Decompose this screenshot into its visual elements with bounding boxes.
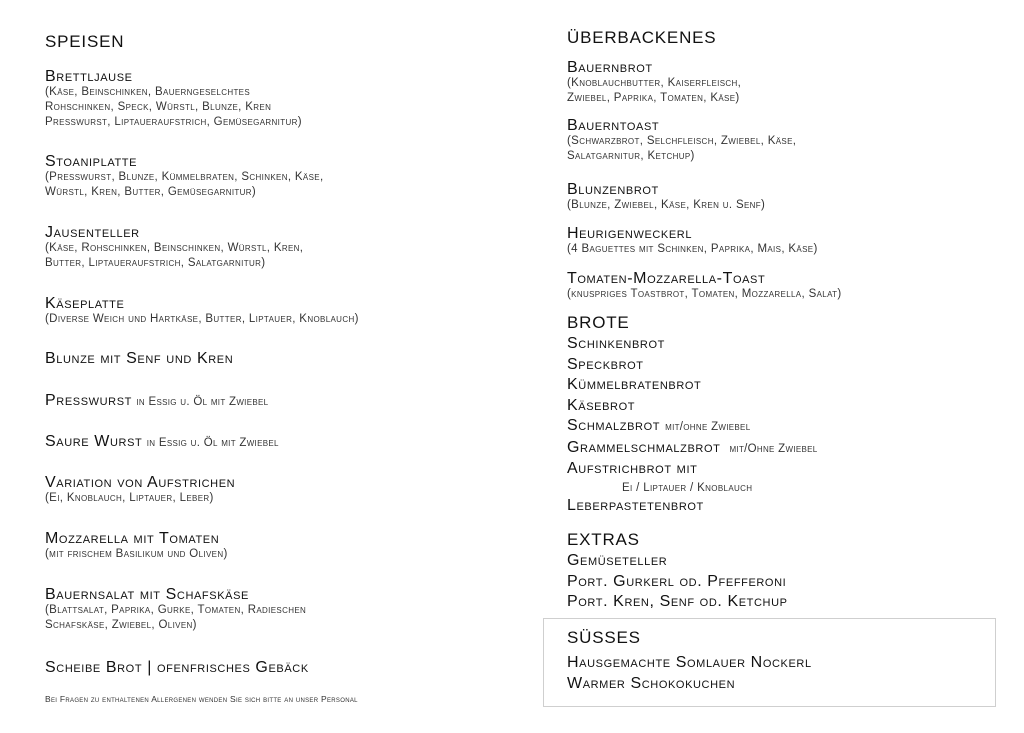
menu-item-stoaniplatte xyxy=(45,153,324,200)
allergen-footnote: Bei Fragen zu enthaltenen Allergenen wenden Sie sich bitte an unser Personal xyxy=(45,694,358,704)
list-item: Warmer Schokokuchen xyxy=(567,674,736,692)
item-title: Bauerntoast xyxy=(567,117,660,134)
item-desc: (4 Baguettes mit Schinken, Paprika, Mais, Käse) xyxy=(567,243,818,255)
section-title-extras: EXTRAS xyxy=(567,530,640,549)
list-item: Aufstrichbrot mit xyxy=(567,460,698,477)
item-desc: (Presswurst, Blunze, Kümmelbraten, Schinken, Käse, xyxy=(45,171,324,183)
list-item: Speckbrot xyxy=(567,355,644,373)
item-desc: Rohschinken, Speck, Würstl, Blunze, Kren xyxy=(45,101,272,113)
menu-item-mozzarella xyxy=(45,530,228,562)
item-desc: (Knoblauchbutter, Kaiserfleisch, xyxy=(567,77,742,89)
item-desc: (Käse, Rohschinken, Beinschinken, Würstl, Kren, xyxy=(45,242,304,254)
item-desc: (Blunze, Zwiebel, Käse, Kren u. Senf) xyxy=(567,199,766,211)
item-desc: Butter, Liptaueraufstrich, Salatgarnitur) xyxy=(45,257,266,269)
item-title: Presswurst xyxy=(45,392,132,409)
menu-item-blunzenbrot xyxy=(567,181,765,213)
list-item: Hausgemachte Somlauer Nockerl xyxy=(567,654,812,671)
list-item: Schinkenbrot xyxy=(567,335,665,352)
item-title: Stoaniplatte xyxy=(45,153,138,170)
item-desc: (Diverse Weich und Hartkäse, Butter, Liptauer, Knoblauch) xyxy=(45,313,359,325)
menu-item-heurigenweckerl xyxy=(567,225,818,257)
menu-item-scheibe-brot: Scheibe Brot | ofenfrisches Gebäck xyxy=(45,659,309,676)
list-item: Gemüseteller xyxy=(567,552,668,569)
item-desc: (knuspriges Toastbrot, Tomaten, Mozzarella, Salat) xyxy=(567,288,842,300)
item-title: Jausenteller xyxy=(45,224,140,241)
menu-item-presswurst xyxy=(45,392,268,410)
menu-item-jausenteller xyxy=(45,224,303,271)
section-title-suesses: SÜSSES xyxy=(567,628,641,647)
item-desc: Schafskäse, Zwiebel, Oliven) xyxy=(45,619,197,631)
item-title: Variation von Aufstrichen xyxy=(45,474,236,491)
item-title: Brettljause xyxy=(45,68,133,85)
item-title: Saure Wurst xyxy=(45,433,143,450)
item-title: Heurigenweckerl xyxy=(567,225,693,242)
item-note: in Essig u. Öl mit Zwiebel xyxy=(146,437,279,449)
menu-item-brettljause xyxy=(45,68,302,130)
item-title: Bauernbrot xyxy=(567,59,653,76)
item-note: mit/ohne Zwiebel xyxy=(665,421,751,433)
item-desc: Salatgarnitur, Ketchup) xyxy=(567,150,695,162)
item-title: Blunzenbrot xyxy=(567,181,659,198)
item-title: Bauernsalat mit Schafskäse xyxy=(45,586,249,603)
section-title-speisen: SPEISEN xyxy=(45,32,125,51)
item-note: in Essig u. Öl mit Zwiebel xyxy=(136,396,269,408)
item-desc: (Käse, Beinschinken, Bauerngeselchtes xyxy=(45,86,251,98)
list-item: Port. Kren, Senf od. Ketchup xyxy=(567,593,788,610)
list-item: Leberpastetenbrot xyxy=(567,496,704,514)
section-title-brote: BROTE xyxy=(567,313,630,332)
extras-list xyxy=(567,551,788,613)
section-title-ueberbackenes: ÜBERBACKENES xyxy=(567,28,717,47)
list-item: Port. Gurkerl od. Pfefferoni xyxy=(567,572,787,590)
menu-item-bauernsalat xyxy=(45,586,306,633)
list-item xyxy=(567,416,818,438)
suesses-list xyxy=(567,653,812,694)
item-title: Schmalzbrot xyxy=(567,417,661,434)
menu-item-aufstriche xyxy=(45,474,235,506)
list-item: Käsebrot xyxy=(567,396,636,414)
menu-item-bauernbrot xyxy=(567,59,741,106)
item-title: Mozzarella mit Tomaten xyxy=(45,530,220,547)
menu-item-kaeseplatte xyxy=(45,295,359,327)
menu-item-bauerntoast xyxy=(567,117,796,164)
item-sub-options: Ei / Liptauer / Knoblauch xyxy=(622,481,753,494)
menu-item-tomaten-mozzarella-toast xyxy=(567,270,842,302)
item-desc: (Schwarzbrot, Selchfleisch, Zwiebel, Käse, xyxy=(567,135,797,147)
brote-list xyxy=(567,334,818,516)
item-title: Käseplatte xyxy=(45,295,125,312)
menu-item-saure-wurst xyxy=(45,433,279,451)
item-desc: Presswurst, Liptaueraufstrich, Gemüsegarnitur) xyxy=(45,116,302,128)
item-desc: Würstl, Kren, Butter, Gemüsegarnitur) xyxy=(45,186,257,198)
item-desc: (mit frischem Basilikum und Oliven) xyxy=(45,548,228,560)
list-item: Kümmelbratenbrot xyxy=(567,376,702,393)
item-desc: (Blattsalat, Paprika, Gurke, Tomaten, Radieschen xyxy=(45,604,307,616)
item-desc: Zwiebel, Paprika, Tomaten, Käse) xyxy=(567,92,740,104)
menu-item-blunze: Blunze mit Senf und Kren xyxy=(45,350,234,367)
item-note: mit/Ohne Zwiebel xyxy=(729,442,818,455)
item-desc: (Ei, Knoblauch, Liptauer, Leber) xyxy=(45,492,214,504)
list-item xyxy=(567,438,818,460)
item-title: Grammelschmalzbrot xyxy=(567,438,721,456)
item-title: Tomaten-Mozzarella-Toast xyxy=(567,270,766,287)
